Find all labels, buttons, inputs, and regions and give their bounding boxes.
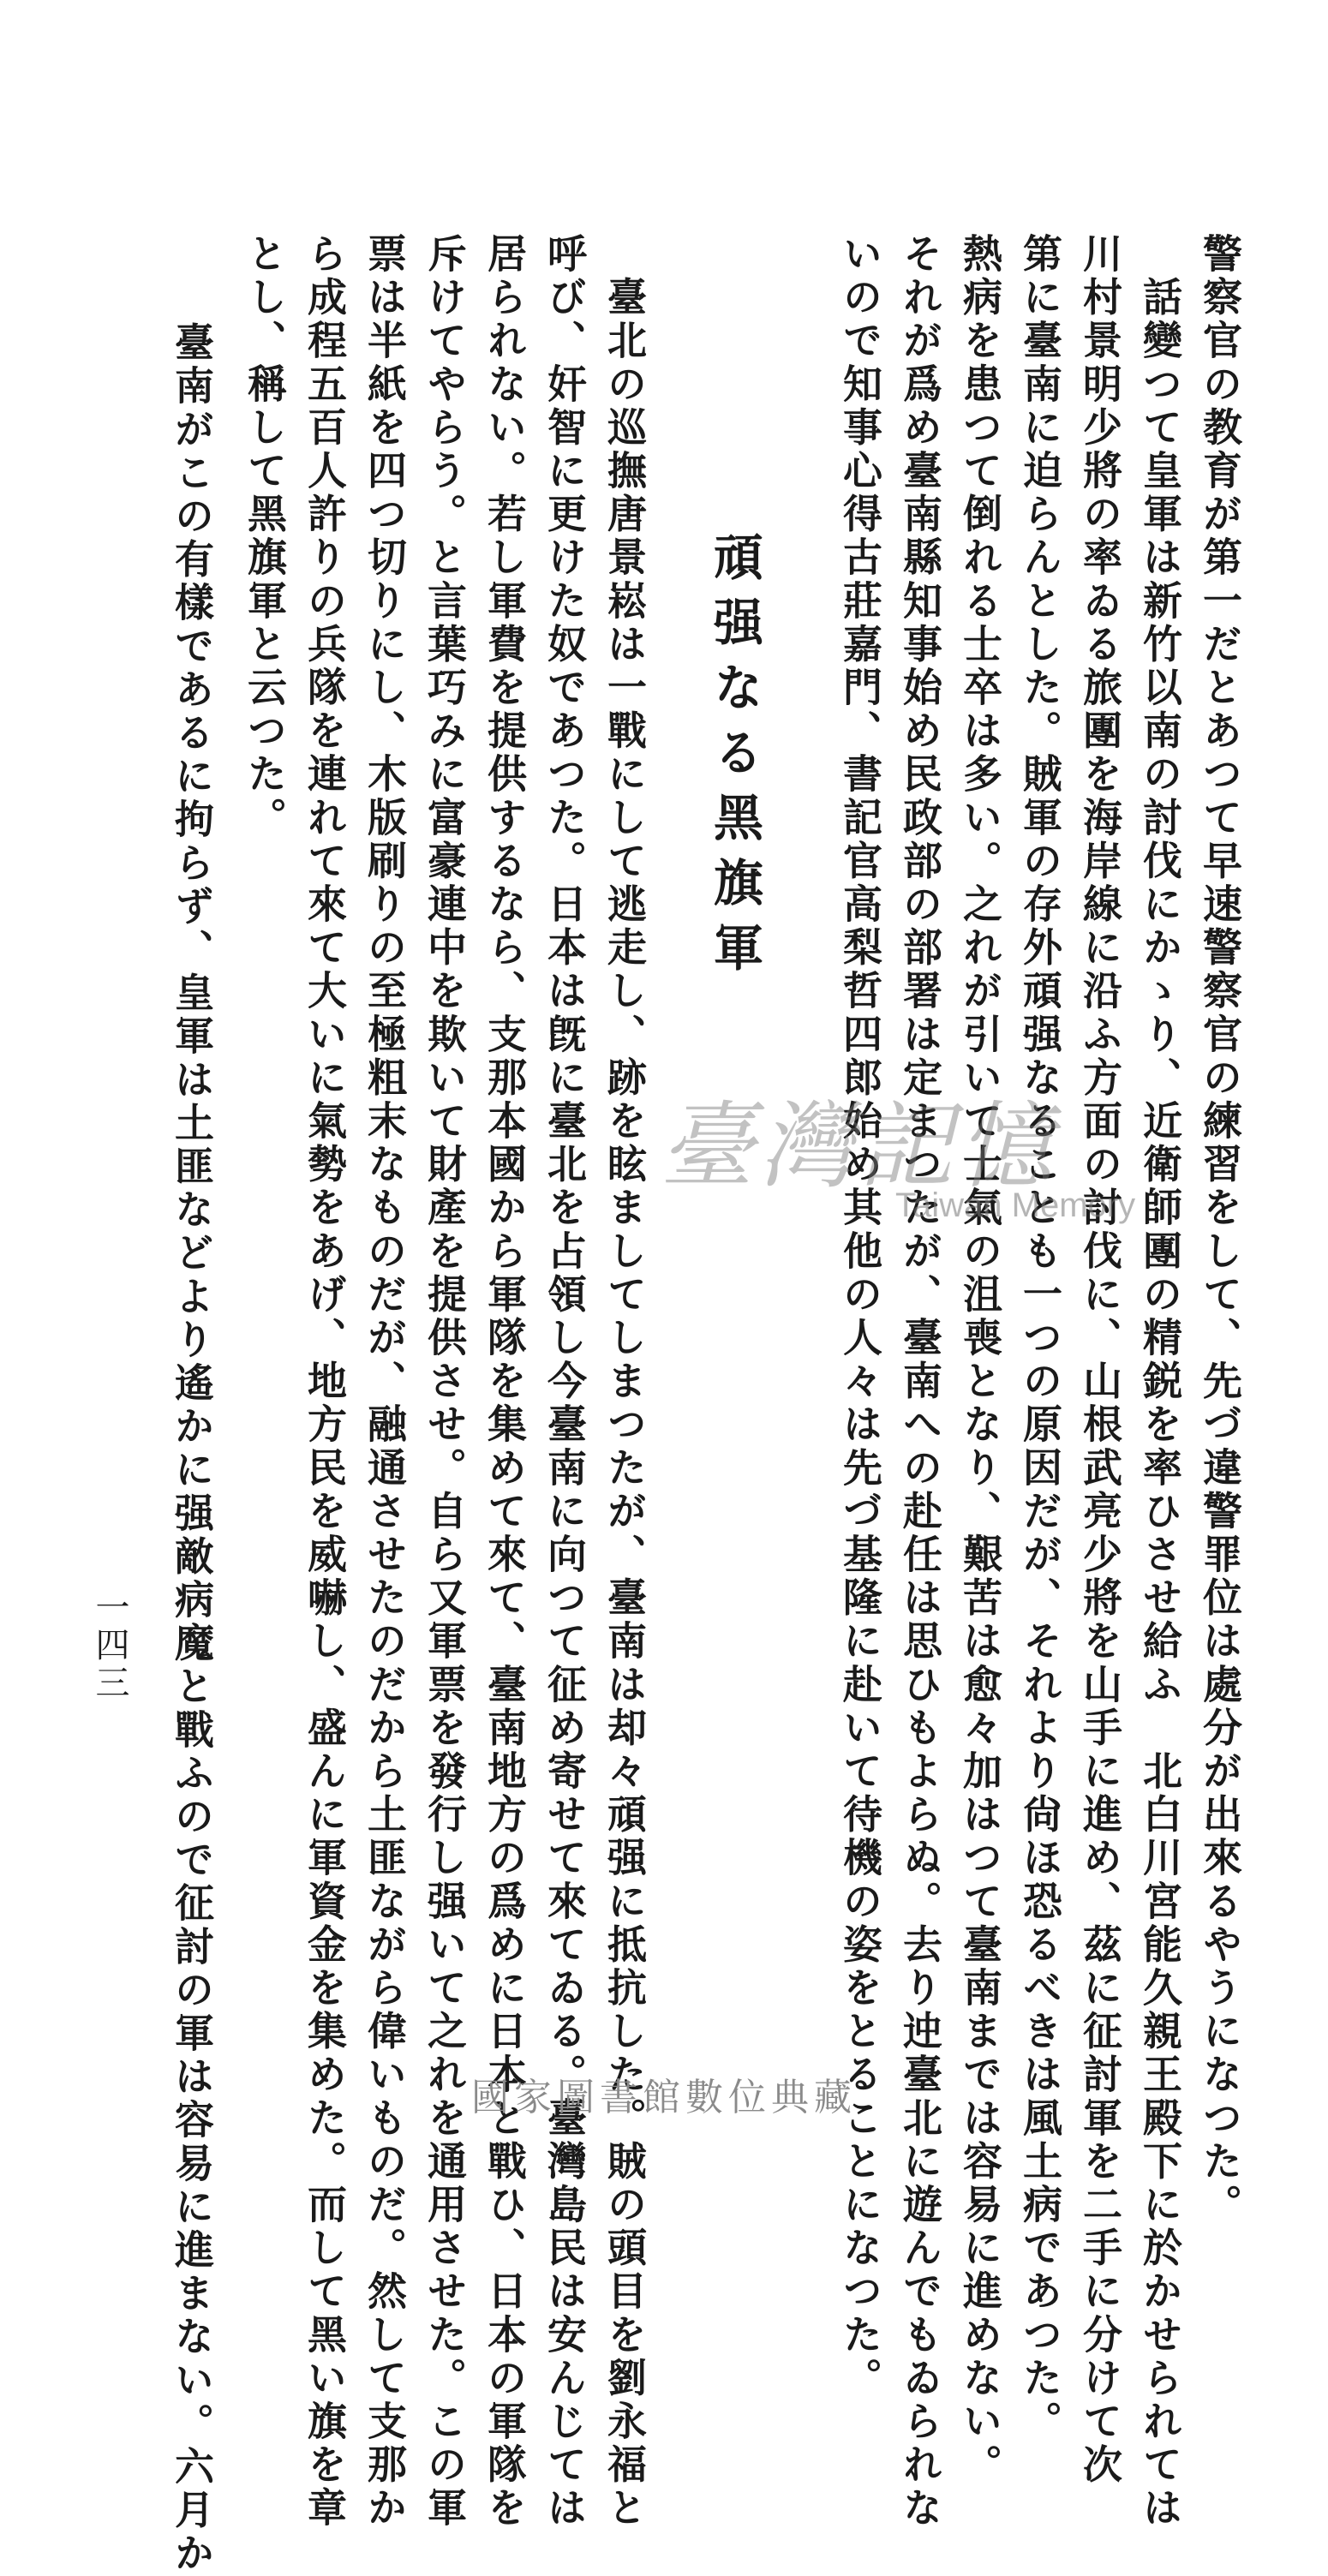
text-column-2: 話變つて皇軍は新竹以南の討伐にかゝり、近衛師團の精鋭を率ひさせ給ふ 北白川宮能久親王殿下に於かせられては <box>1137 233 1183 2531</box>
text-column-9: 呼び、奸智に更けた奴であつた。日本は旣に臺北を占領し今臺南に向つて征め寄せて來てゐる。臺灣島民は安んじては <box>541 233 588 2531</box>
footer-collection-label: 國家圖書館數位典藏 <box>471 2076 857 2119</box>
text-column-14: とし、稱して黑旗軍と云つた。 <box>242 233 288 840</box>
text-column-5: 熱病を患つて倒れる士卒は多い。之れが引いて士氣の沮喪となり、艱苦は愈々加はつて臺南までは容易に進めない。 <box>957 233 1003 2488</box>
text-column-1: 警察官の教育が第一だとあつて早速警察官の練習をして、先づ違警罪位は處分が出來るやうになつた。 <box>1197 233 1243 2227</box>
text-column-15: 臺南がこの有樣であるに拘らず、皇軍は土匪などより遙かに强敵病魔と戰ふので征討の軍は容易に進まない。六月か <box>169 278 215 2576</box>
watermark-text: 臺灣記憶 <box>660 1091 1057 1201</box>
text-column-10: 居られない。若し軍費を提供するなら、支那本國から軍隊を集めて來て、臺南地方の爲めに日本と戰ひ、日本の軍隊を <box>482 233 528 2531</box>
text-column-4: 第に臺南に迫らんとした。賊軍の存外頑强なることも一つの原因だが、それより尙ほ恐るべきは風土病であつた。 <box>1017 233 1063 2444</box>
watermark-subtitle: Taiwan Memory <box>895 1186 1136 1224</box>
text-column-13: ら成程五百人許りの兵隊を連れて來て大いに氣勢をあげ、地方民を威嚇し、盛んに軍資金を集めた。而して黑い旗を章 <box>302 233 348 2531</box>
text-column-8: 臺北の巡撫唐景崧は一戰にして逃走し、跡を眩ましてしまつたが、臺南は却々頑强に抵抗した。賊の頭目を劉永福と <box>601 233 648 2531</box>
text-column-12: 票は半紙を四つ切りにし、木版刷りの至極粗末なものだが、融通させたのだから土匪ながら偉いものだ。然して支那か <box>362 233 408 2531</box>
text-column-11: 斥けてやらう。と言葉巧みに富豪連中を欺いて財產を提供させ。自ら又軍票を發行し强いて之れを通用させた。この軍 <box>422 233 468 2531</box>
section-heading: 頑强なる黑旗軍 <box>705 531 763 987</box>
page-number: 一四三 <box>90 1589 129 1702</box>
text-column-7: いので知事心得古莊嘉門、書記官高梨哲四郎始め其他の人々は先づ基隆に赴いて待機の姿をとることになつた。 <box>837 233 883 2400</box>
text-column-6: それが爲め臺南縣知事始め民政部の部署は定まつたが、臺南への赴任は思ひもよらぬ。去り迚臺北に遊んでもゐられな <box>897 233 943 2531</box>
text-column-3: 川村景明少將の率ゐる旅團を海岸線に沿ふ方面の討伐に、山根武亮少將を山手に進め、茲に征討軍を二手に分けて次 <box>1077 233 1123 2488</box>
